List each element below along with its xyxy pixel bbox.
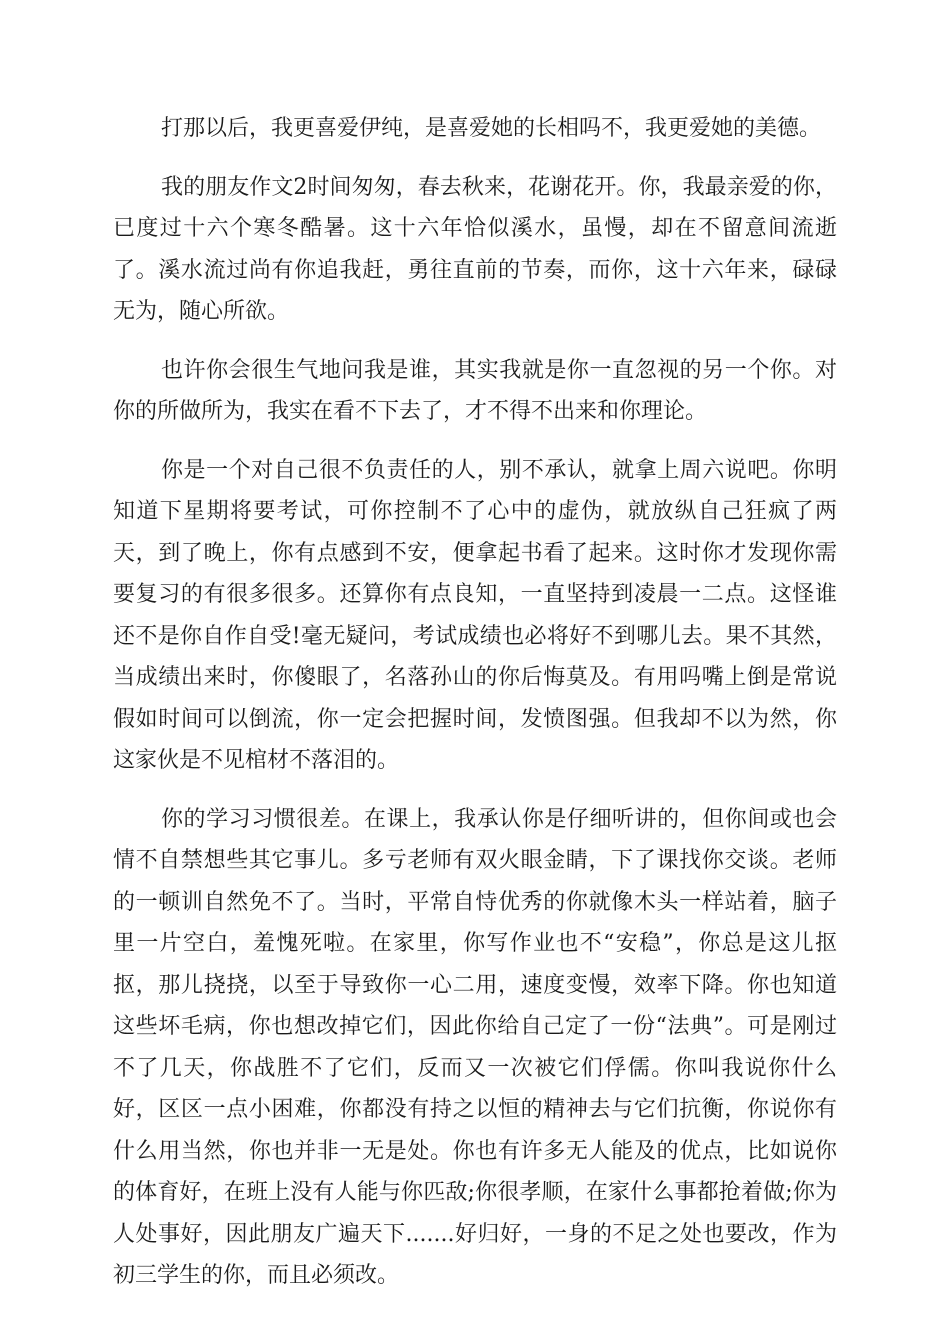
paragraph: 你是一个对自己很不负责任的人，别不承认，就拿上周六说吧。你明知道下星期将要考试，可你控制不了心中的虚伪，就放纵自己狂疯了两天，到了晚上，你有点感到不安，便拿起书看了起来。这时你才发现你需要复习的有很多很多。还算你有点良知，一直坚持到凌晨一二点。这怪谁还不是你自作自受!毫无疑问，考试成绩也必将好不到哪儿去。果不其然，当成绩出来时，你傻眼了，名落孙山的你后悔莫及。有用吗嘴上倒是常说假如时间可以倒流，你一定会把握时间，发愤图强。但我却不以为然，你这家伙是不见棺材不落泪的。	[113, 457, 837, 773]
paragraph: 你的学习习惯很差。在课上，我承认你是仔细听讲的，但你间或也会情不自禁想些其它事儿。多亏老师有双火眼金睛，下了课找你交谈。老师的一顿训自然免不了。当时，平常自恃优秀的你就像木头一样站着，脑子里一片空白，羞愧死啦。在家里，你写作业也不“安稳”，你总是这儿抠抠，那儿挠挠，以至于导致你一心二用，速度变慢，效率下降。你也知道这些坏毛病，你也想改掉它们，因此你给自己定了一份“法典”。可是刚过不了几天，你战胜不了它们，反而又一次被它们俘儒。你叫我说你什么好，区区一点小困难，你都没有持之以恒的精神去与它们抗衡，你说你有什么用当然，你也并非一无是处。你也有许多无人能及的优点，比如说你的体育好，在班上没有人能与你匹敌;你很孝顺，在家什么事都抢着做;你为人处事好，因此朋友广遍天下.......好归好，一身的不足之处也要改，作为初三学生的你，而且必须改。	[113, 806, 837, 1288]
paragraph: 也许你会很生气地问我是谁，其实我就是你一直忽视的另一个你。对你的所做所为，我实在看不下去了，才不得不出来和你理论。	[113, 357, 837, 424]
paragraph: 打那以后，我更喜爱伊纯，是喜爱她的长相吗不，我更爱她的美德。	[161, 116, 822, 141]
document-body	[113, 108, 837, 1314]
paragraph: 我的朋友作文2时间匆匆，春去秋来，花谢花开。你，我最亲爱的你，已度过十六个寒冬酷暑。这十六年恰似溪水，虽慢，却在不留意间流逝了。溪水流过尚有你追我赶，勇往直前的节奏，而你，这十六年来，碌碌无为，随心所欲。	[113, 174, 837, 324]
